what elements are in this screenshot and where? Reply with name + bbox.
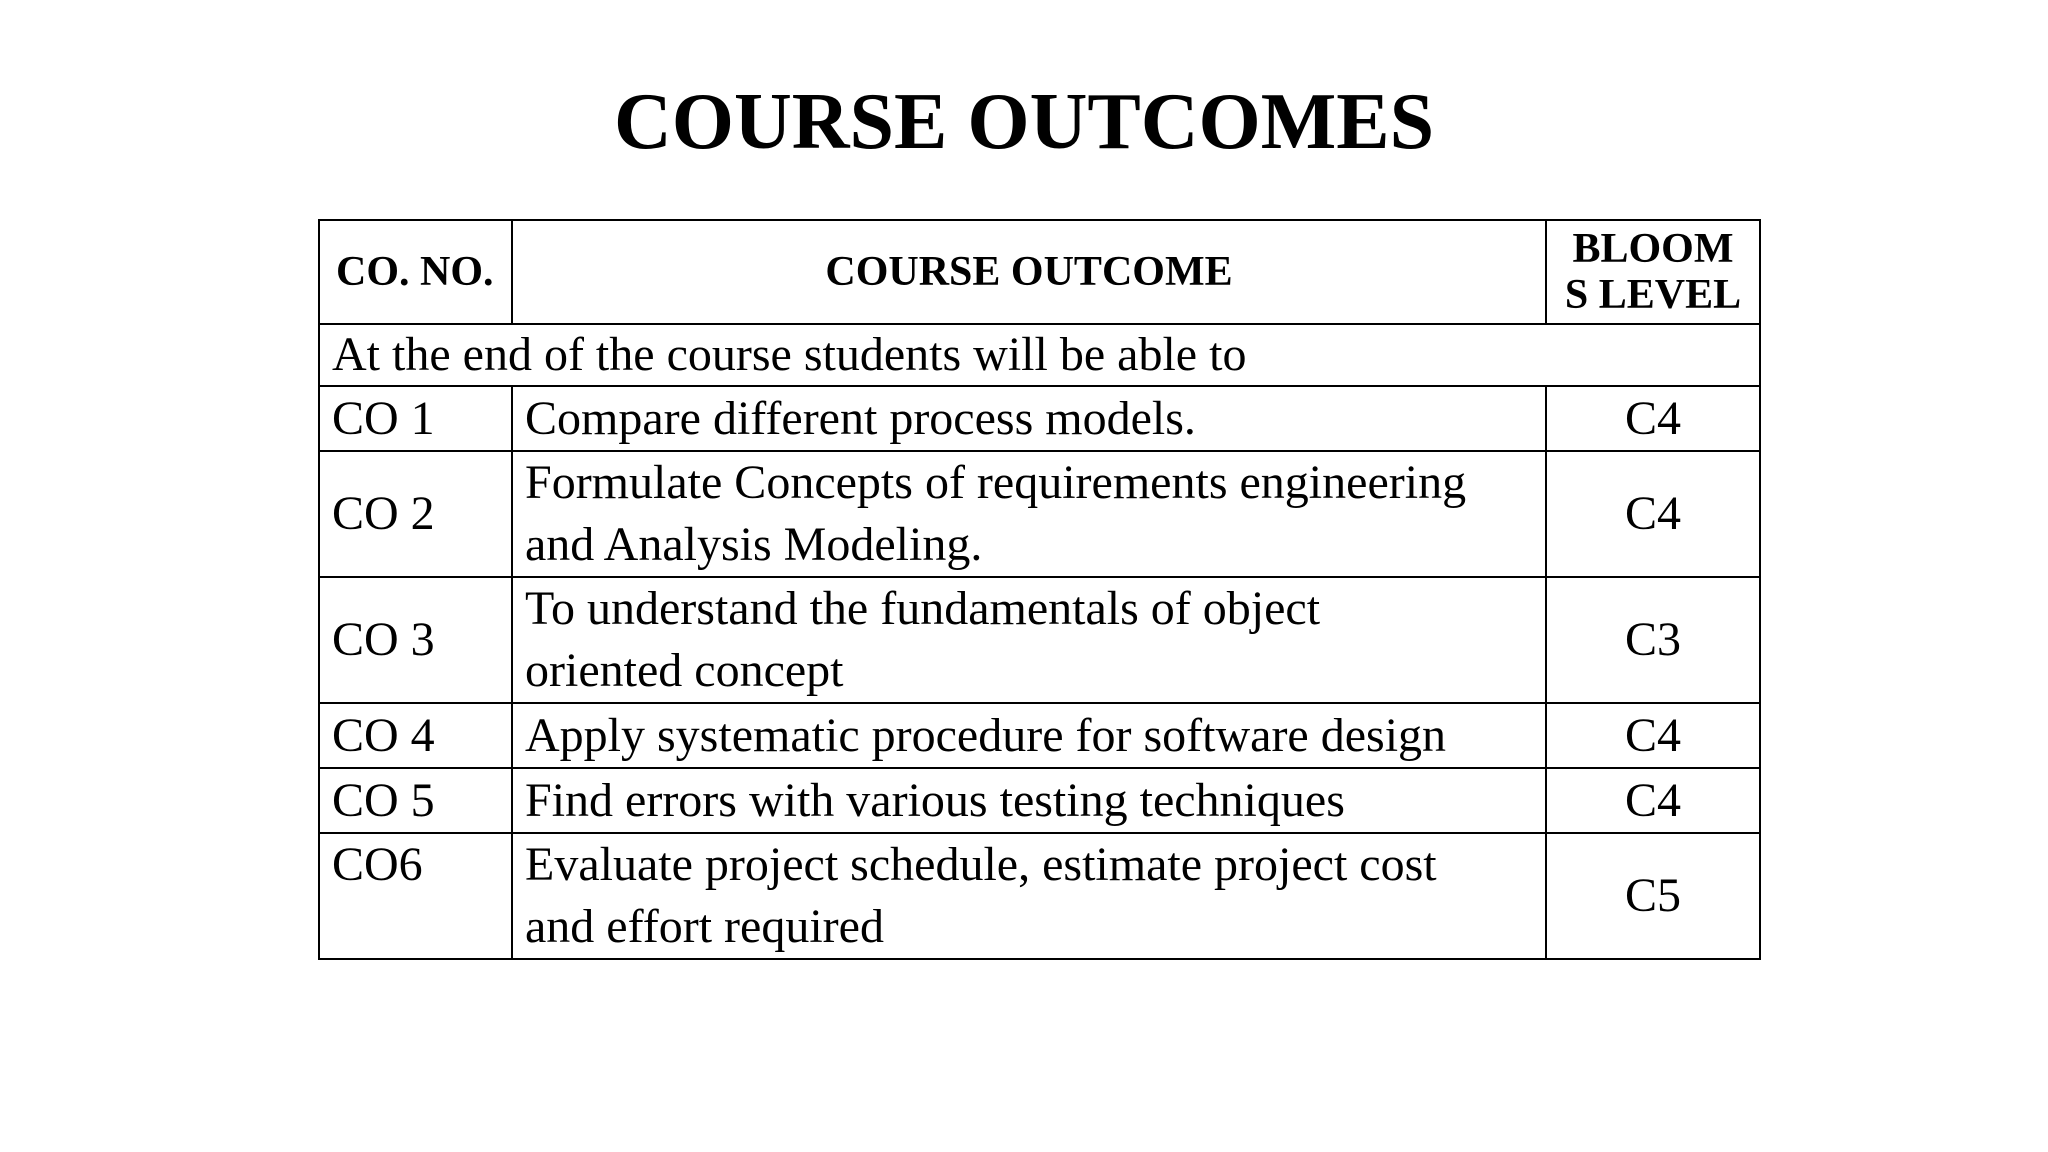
co-description-line2: and effort required xyxy=(525,900,884,953)
co-number: CO 4 xyxy=(319,703,512,768)
intro-text: At the end of the course students will be able to xyxy=(319,324,1760,386)
header-blooms-level-line2: S LEVEL xyxy=(1564,272,1742,318)
blooms-level: C4 xyxy=(1546,386,1760,451)
co-description: Apply systematic procedure for software design xyxy=(512,703,1546,768)
co-number: CO 3 xyxy=(319,577,512,703)
table-row xyxy=(319,451,1760,577)
blooms-level: C4 xyxy=(1546,451,1760,577)
co-description-line1: Evaluate project schedule, estimate project cost xyxy=(525,838,1437,891)
course-outcomes-table xyxy=(318,219,1761,960)
co-description: Find errors with various testing techniques xyxy=(512,768,1546,833)
header-course-outcome: COURSE OUTCOME xyxy=(512,220,1546,324)
table-row xyxy=(319,768,1760,833)
header-co-no: CO. NO. xyxy=(319,220,512,324)
co-number: CO 1 xyxy=(319,386,512,451)
header-blooms-level xyxy=(1546,220,1760,324)
co-number: CO 2 xyxy=(319,451,512,577)
co-number: CO 5 xyxy=(319,768,512,833)
co-description xyxy=(512,451,1546,577)
blooms-level: C3 xyxy=(1546,577,1760,703)
co-description-line1: Formulate Concepts of requirements engineering xyxy=(525,456,1467,509)
co-description xyxy=(512,577,1546,703)
header-blooms-level-line1: BLOOM xyxy=(1572,226,1734,272)
table-row xyxy=(319,577,1760,703)
co-description xyxy=(512,833,1546,959)
co-description-line2: and Analysis Modeling. xyxy=(525,518,983,571)
table-row xyxy=(319,833,1760,959)
co-description-line2: oriented concept xyxy=(525,644,844,697)
blooms-level: C4 xyxy=(1546,703,1760,768)
slide-title: COURSE OUTCOMES xyxy=(613,78,1435,166)
co-description-line1: To understand the fundamentals of object xyxy=(525,582,1321,635)
blooms-level: C4 xyxy=(1546,768,1760,833)
table-row xyxy=(319,703,1760,768)
co-number: CO6 xyxy=(319,833,512,959)
co-description: Compare different process models. xyxy=(512,386,1546,451)
table-header-row xyxy=(319,220,1760,324)
blooms-level: C5 xyxy=(1546,833,1760,959)
intro-row xyxy=(319,324,1760,386)
table-row xyxy=(319,386,1760,451)
